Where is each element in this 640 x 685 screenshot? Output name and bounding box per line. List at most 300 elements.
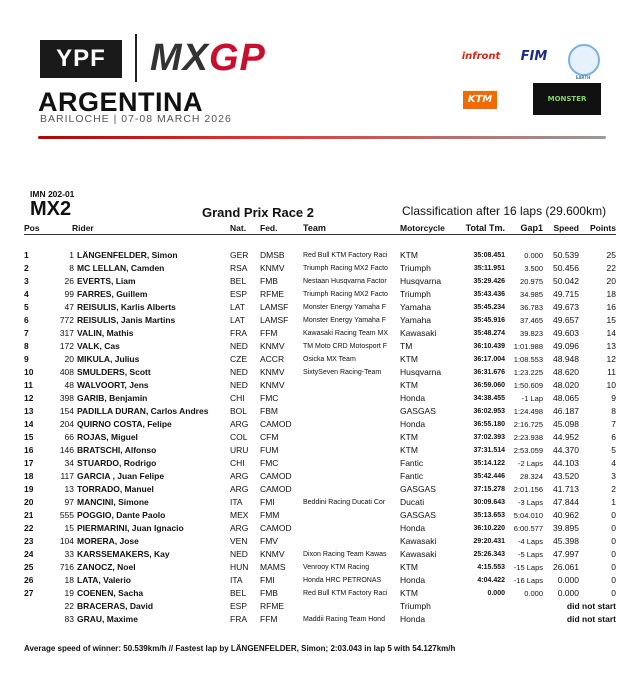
cell-moto: KTM [400,445,418,455]
cell-moto: Kawasaki [400,549,437,559]
cell-num: 33 [64,549,74,559]
cell-gap: 2:53.059 [513,446,543,455]
cell-time: 36:10.439 [473,343,505,350]
cell-rider: MIKULA, Julius [77,354,140,364]
cell-fed: CAMOD [260,471,292,481]
cell-nat: FRA [230,614,247,624]
cell-moto: Honda [400,614,426,624]
table-row [0,444,640,457]
cell-nat: NED [230,549,248,559]
cell-fed: FMC [260,458,279,468]
col-team: Team [303,223,326,233]
cell-num: 408 [59,367,74,377]
cell-gap: 39.823 [520,329,543,338]
cell-num: 48 [64,380,74,390]
cell-team: Maddii Racing Team Hond [303,616,385,623]
cell-pos: 5 [24,302,29,312]
cell-time: 35:42.446 [473,473,505,480]
mxgp-mx: MX [150,37,209,79]
cell-pos: 7 [24,328,29,338]
cell-fed: FMB [260,588,278,598]
cell-num: 154 [59,406,74,416]
cell-num: 204 [59,419,74,429]
cell-nat: BEL [230,276,247,286]
cell-rider: GARIB, Benjamin [77,393,148,403]
cell-moto: Honda [400,393,426,403]
cell-pts: 0 [611,510,616,520]
cell-team: Honda HRC PETRONAS [303,577,382,584]
cell-time: 35:29.426 [473,278,505,285]
cell-moto: Kawasaki [400,328,437,338]
cell-speed: 40.962 [553,510,579,520]
cell-pts: 0 [611,588,616,598]
cell-num: 146 [59,445,74,455]
cell-fed: FMI [260,497,275,507]
cell-moto: GASGAS [400,484,436,494]
cell-gap: 20.975 [520,277,543,286]
cell-fed: LAMSF [260,302,289,312]
cell-num: 117 [60,471,74,481]
cell-speed: 48.620 [553,367,579,377]
cell-pos: 14 [24,419,34,429]
cell-fed: FBM [260,406,278,416]
event-country: ARGENTINA [38,87,203,117]
cell-rider: GRAU, Maxime [77,614,138,624]
cell-moto: KTM [400,562,418,572]
col-pos: Pos [24,223,40,233]
cell-pts: 8 [611,406,616,416]
cell-time: 29:20.431 [473,538,505,545]
cell-moto: Triumph [400,263,431,273]
cell-gap: 2:16.725 [513,420,543,429]
table-row [0,574,640,587]
cell-speed: 45.398 [553,536,579,546]
cell-pts: 4 [611,458,616,468]
cell-gap: 2:01.156 [513,485,543,494]
cell-speed: 39.895 [553,523,579,533]
cell-moto: Fantic [400,458,424,468]
cell-gap: 0.000 [524,251,543,260]
cell-gap: 0.000 [524,589,543,598]
cell-num: 83 [64,614,74,624]
cell-team: TM Moto CRD Motosport F [303,343,388,350]
table-row [0,587,640,600]
cell-pts: 15 [606,315,616,325]
cell-pos: 11 [24,380,33,390]
cell-nat: BEL [230,588,247,598]
cell-fed: RFME [260,289,285,299]
cell-time: 36:59.060 [473,382,505,389]
cell-pos: 19 [24,484,34,494]
cell-num: 104 [59,536,74,546]
cell-num: 772 [59,315,74,325]
col-fed: Fed. [260,223,278,233]
cell-pos: 20 [24,497,34,507]
cell-time: 37:15.278 [473,486,505,493]
cell-speed: 49.715 [553,289,579,299]
cell-nat: CHI [230,458,245,468]
table-row [0,613,640,626]
cell-fed: FMV [260,536,278,546]
monster-energy-logo: MONSTER [533,83,601,115]
cell-moto: GASGAS [400,510,436,520]
cell-rider: VALK, Cas [77,341,120,351]
race-summary: Average speed of winner: 50.539km/h // Fastest lap by LÄNGENFELDER, Simon; 2:03.043 in lap 5 with 54.127km/h [24,644,456,653]
cell-moto: Yamaha [400,302,432,312]
globe-logo-text: EARTH [575,75,591,80]
table-row [0,561,640,574]
cell-pos: 8 [24,341,29,351]
cell-pos: 9 [24,354,29,364]
cell-team: Dixon Racing Team Kawas [303,551,387,558]
cell-gap: 1:08.553 [513,355,543,364]
cell-pts: 18 [606,289,616,299]
cell-num: 13 [64,484,74,494]
cell-num: 716 [59,562,74,572]
ktm-logo: KTM [463,91,497,109]
cell-team: Kawasaki Racing Team MX [303,330,389,337]
cell-rider: TORRADO, Manuel [77,484,154,494]
cell-rider: REISULIS, Janis Martins [77,315,176,325]
cell-gap: 2:23.938 [513,433,543,442]
cell-gap: 1:24.498 [513,407,543,416]
cell-nat: RSA [230,263,248,273]
cell-pts: did not start [566,614,616,624]
header-stripe [38,136,606,139]
cell-gap: 34.985 [520,290,543,299]
cell-pos: 16 [24,445,34,455]
cell-rider: PIERMARINI, Juan Ignacio [77,523,184,533]
cell-moto: Honda [400,575,426,585]
cell-num: 555 [59,510,74,520]
cell-gap: -1 Lap [521,394,543,403]
cell-moto: KTM [400,354,418,364]
cell-nat: LAT [230,302,245,312]
cell-nat: GER [230,250,249,260]
race-title: Grand Prix Race 2 [202,205,314,220]
table-row [0,496,640,509]
col-speed: Speed [553,223,579,233]
cell-moto: KTM [400,588,418,598]
cell-time: 36:17.004 [473,356,505,363]
cell-speed: 47.997 [553,549,579,559]
cell-speed: 41.713 [553,484,579,494]
cell-speed: 49.657 [553,315,579,325]
cell-rider: LATA, Valerio [77,575,132,585]
cell-nat: ARG [230,419,249,429]
cell-pos: 21 [24,510,34,520]
cell-num: 8 [69,263,74,273]
table-row [0,379,640,392]
cell-speed: 49.673 [553,302,579,312]
cell-pts: 0 [611,523,616,533]
cell-num: 22 [64,601,74,611]
cell-speed: 48.020 [553,380,579,390]
cell-fed: RFME [260,601,285,611]
cell-fed: KNMV [260,380,285,390]
cell-nat: ESP [230,601,248,611]
cell-rider: FARRES, Guillem [77,289,148,299]
cell-pts: 5 [611,445,616,455]
cell-pos: 12 [24,393,34,403]
table-row [0,327,640,340]
cell-nat: VEN [230,536,248,546]
cell-pts: 6 [611,432,616,442]
cell-moto: TM [400,341,413,351]
cell-time: 35:11.951 [473,265,505,272]
cell-fed: CFM [260,432,279,442]
cell-nat: MEX [230,510,249,520]
cell-num: 1 [69,250,74,260]
cell-time: 34:38.455 [473,395,505,402]
cell-num: 398 [59,393,74,403]
cell-time: 36:55.180 [473,421,505,428]
cell-nat: ARG [230,523,249,533]
cell-gap: 1:23.225 [513,368,543,377]
cell-pts: 22 [606,263,616,273]
cell-num: 172 [59,341,74,351]
cell-speed: 48.948 [553,354,579,364]
table-row [0,600,640,613]
cell-pts: 0 [611,549,616,559]
cell-fed: MAMS [260,562,286,572]
cell-pts: 1 [611,497,616,507]
cell-moto: Husqvarna [400,367,442,377]
cell-moto: KTM [400,432,418,442]
table-row [0,548,640,561]
cell-num: 15 [64,523,74,533]
cell-gap: -4 Laps [517,537,543,546]
cell-fed: FUM [260,445,279,455]
cell-team: Venrooy KTM Racing [303,564,370,571]
header-rule [24,234,616,235]
cell-rider: BRATSCHI, Alfonso [77,445,157,455]
cell-num: 97 [64,497,74,507]
cell-speed: 48.065 [553,393,579,403]
cell-team: Nestaan Husqvarna Factor [303,278,387,285]
cell-team: Red Bull KTM Factory Raci [303,252,388,259]
cell-gap: -15 Laps [513,563,543,572]
cell-fed: CAMOD [260,523,292,533]
cell-pos: 10 [24,367,34,377]
cell-nat: BOL [230,406,248,416]
cell-gap: 1:01.988 [513,342,543,351]
cell-nat: ARG [230,471,249,481]
cell-rider: EVERTS, Liam [77,276,136,286]
cell-num: 19 [64,588,74,598]
cell-rider: BRACERAS, David [77,601,154,611]
cell-fed: DMSB [260,250,285,260]
cell-moto: KTM [400,250,418,260]
cell-gap: 5:04.010 [513,511,543,520]
cell-moto: Ducati [400,497,425,507]
cell-gap: -16 Laps [513,576,543,585]
cell-pos: 27 [24,588,34,598]
col-points: Points [590,223,616,233]
cell-time: 4:15.553 [477,564,505,571]
table-row [0,470,640,483]
mxgp-logo [150,36,266,80]
cell-fed: FFM [260,328,278,338]
cell-pts: 16 [606,302,616,312]
infront-logo: infront [461,51,501,62]
cell-pts: 7 [611,419,616,429]
event-venue: BARILOCHE | 07-08 MARCH 2026 [40,113,232,125]
cell-team: Triumph Racing MX2 Facto [303,291,388,298]
table-row [0,301,640,314]
cell-speed: 50.456 [553,263,579,273]
cell-speed: 44.952 [553,432,579,442]
class-title: MX2 [30,198,72,220]
cell-gap: 36.783 [520,303,543,312]
cell-moto: Triumph [400,601,431,611]
cell-pts: 2 [611,484,616,494]
col-rider: Rider [72,223,94,233]
cell-speed: 49.096 [553,341,579,351]
cell-num: 18 [64,575,74,585]
cell-team: SixtySeven Racing-Team [303,369,382,376]
cell-pos: 4 [24,289,29,299]
cell-nat: CHI [230,393,245,403]
cell-pos: 23 [24,536,34,546]
cell-moto: GASGAS [400,406,436,416]
table-row [0,522,640,535]
table-row [0,509,640,522]
document-code: IMN 202-01 [30,189,75,199]
cell-fed: KNMV [260,341,285,351]
cell-num: 99 [64,289,74,299]
col-nat: Nat. [230,223,247,233]
cell-time: 35:43.436 [473,291,505,298]
cell-gap: -2 Laps [517,459,543,468]
cell-fed: FMI [260,575,275,585]
cell-pts: 25 [606,250,616,260]
col-total-time: Total Tm. [465,223,505,233]
table-row [0,457,640,470]
cell-nat: ESP [230,289,248,299]
table-row [0,535,640,548]
cell-team: Monster Energy Yamaha F [303,317,387,324]
cell-rider: WALVOORT, Jens [77,380,149,390]
cell-pos: 26 [24,575,34,585]
cell-speed: 26.061 [553,562,579,572]
cell-team: Red Bull KTM Factory Raci [303,590,388,597]
cell-pts: 0 [611,562,616,572]
cell-rider: ZANOCZ, Noel [77,562,136,572]
cell-rider: MANCINI, Simone [77,497,149,507]
cell-speed: 44.370 [553,445,579,455]
mxgp-gp: GP [209,37,266,79]
cell-pos: 18 [24,471,34,481]
cell-num: 66 [64,432,74,442]
cell-rider: SMULDERS, Scott [77,367,151,377]
cell-rider: MC LELLAN, Camden [77,263,165,273]
table-row [0,340,640,353]
cell-time: 35:45.916 [473,317,505,324]
cell-speed: 44.103 [553,458,579,468]
cell-fed: FFM [260,614,278,624]
cell-moto: Honda [400,419,426,429]
cell-time: 35:08.451 [473,252,505,259]
cell-rider: MORERA, Jose [77,536,139,546]
cell-nat: COL [230,432,248,442]
cell-time: 35:14.122 [473,460,505,467]
cell-rider: GARCIA , Juan Felipe [77,471,165,481]
cell-rider: ROJAS, Miguel [77,432,138,442]
cell-moto: Honda [400,523,426,533]
cell-nat: NED [230,367,248,377]
cell-pos: 25 [24,562,34,572]
cell-pts: 14 [606,328,616,338]
cell-fed: CAMOD [260,419,292,429]
cell-moto: KTM [400,380,418,390]
cell-rider: STUARDO, Rodrigo [77,458,157,468]
cell-fed: LAMSF [260,315,289,325]
cell-pts: 9 [611,393,616,403]
table-row [0,353,640,366]
cell-nat: ARG [230,484,249,494]
cell-team: Beddini Racing Ducati Cor [303,499,386,506]
table-row [0,275,640,288]
cell-moto: Husqvarna [400,276,442,286]
cell-time: 30:09.643 [473,499,505,506]
cell-team: Triumph Racing MX2 Facto [303,265,388,272]
cell-pts: 20 [606,276,616,286]
cell-speed: 47.844 [553,497,579,507]
cell-nat: HUN [230,562,249,572]
cell-gap: 1:50.609 [513,381,543,390]
table-row [0,249,640,262]
cell-nat: ITA [230,575,243,585]
cell-pts: 0 [611,575,616,585]
cell-time: 36:02.953 [473,408,505,415]
cell-rider: REISULIS, Karlis Alberts [77,302,176,312]
ypf-logo: YPF [40,40,122,78]
table-row [0,483,640,496]
cell-rider: QUIRNO COSTA, Felipe [77,419,172,429]
cell-moto: Kawasaki [400,536,437,546]
cell-time: 4:04.422 [477,577,505,584]
cell-num: 34 [64,458,74,468]
cell-pos: 6 [24,315,29,325]
cell-fed: FMC [260,393,279,403]
cell-team: Monster Energy Yamaha F [303,304,387,311]
cell-time: 36:10.220 [473,525,505,532]
cell-pts: 12 [606,354,616,364]
cell-speed: 43.520 [553,471,579,481]
cell-time: 37:31.514 [473,447,505,454]
cell-pos: 13 [24,406,34,416]
cell-pts: did not start [566,601,616,611]
col-gap: Gap1 [520,223,543,233]
cell-pos: 3 [24,276,29,286]
table-row [0,314,640,327]
cell-num: 20 [64,354,74,364]
cell-rider: LÄNGENFELDER, Simon [77,250,178,260]
cell-nat: URU [230,445,249,455]
cell-pts: 10 [606,380,616,390]
cell-pos: 17 [24,458,34,468]
table-row [0,405,640,418]
cell-nat: LAT [230,315,245,325]
cell-pos: 15 [24,432,34,442]
cell-pos: 1 [24,250,29,260]
cell-rider: COENEN, Sacha [77,588,144,598]
cell-pts: 0 [611,536,616,546]
cell-time: 35:45.234 [473,304,505,311]
cell-rider: POGGIO, Dante Paolo [77,510,166,520]
cell-gap: -5 Laps [517,550,543,559]
